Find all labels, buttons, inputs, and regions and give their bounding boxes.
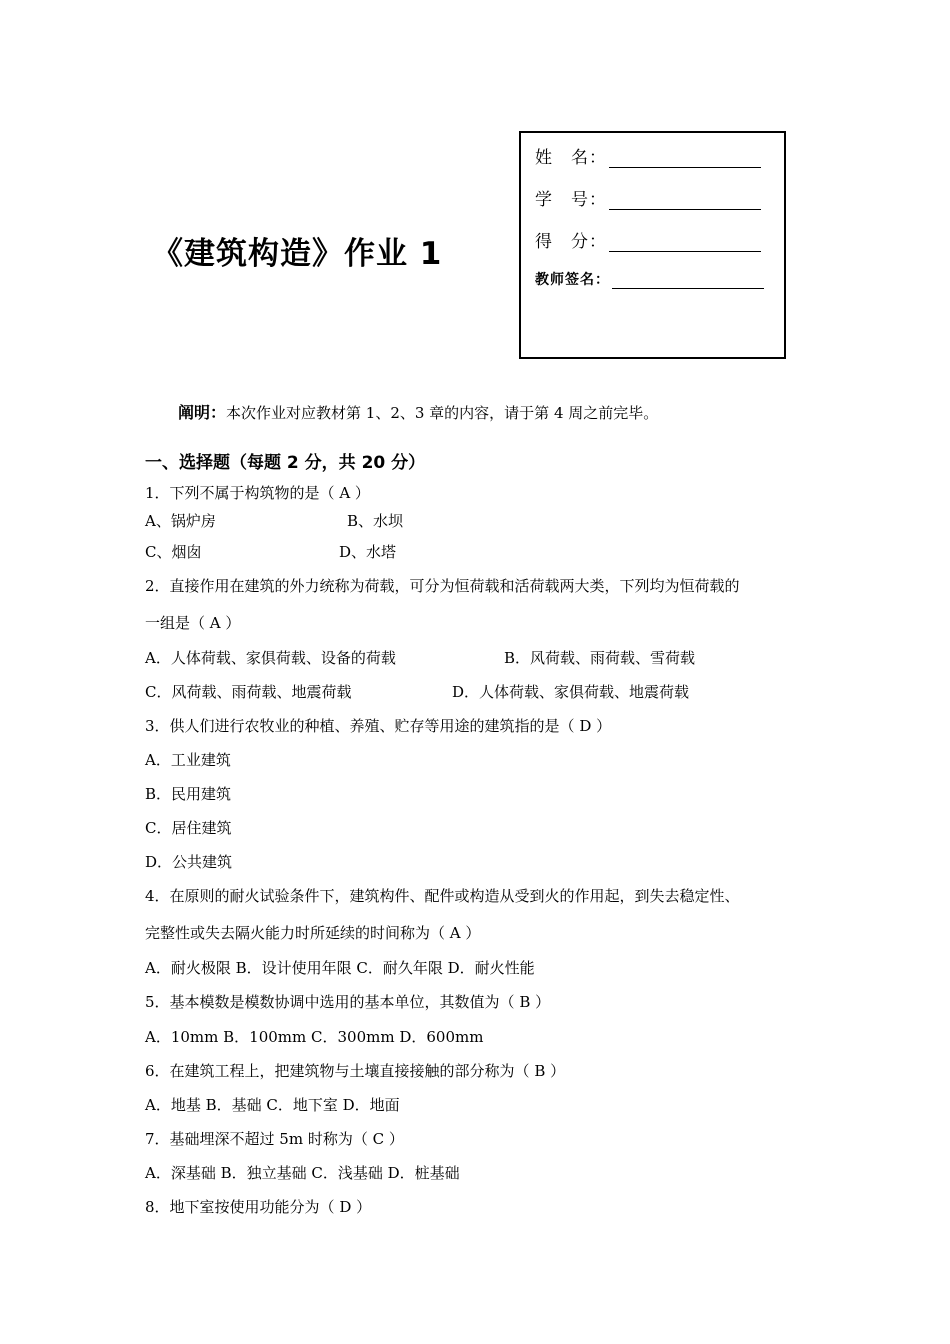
question-7: 7．基础埋深不超过 5m 时称为（ C ） bbox=[145, 1130, 404, 1148]
question-5-options: A．10mm B．100mm C．300mm D．600mm bbox=[145, 1028, 484, 1046]
note-text: 本次作业对应教材第 1、2、3 章的内容，请于第 4 周之前完毕。 bbox=[226, 404, 659, 422]
question-2-option-b: B．风荷载、雨荷载、雪荷载 bbox=[504, 649, 696, 667]
student-id-row bbox=[535, 185, 761, 210]
question-8: 8．地下室按使用功能分为（ D ） bbox=[145, 1198, 372, 1216]
question-3-option-b: B．民用建筑 bbox=[145, 785, 232, 803]
question-2-option-c: C．风荷载、雨荷载、地震荷载 bbox=[145, 683, 352, 701]
question-2-line-1: 2．直接作用在建筑的外力统称为荷载，可分为恒荷载和活荷载两大类，下列均为恒荷载的 bbox=[145, 577, 740, 595]
page-title: 《建筑构造》作业 1 bbox=[152, 236, 443, 272]
student-info-box bbox=[519, 131, 786, 359]
question-3: 3．供人们进行农牧业的种植、养殖、贮存等用途的建筑指的是（ D ） bbox=[145, 717, 612, 735]
note-label: 阐明： bbox=[178, 403, 227, 422]
question-7-options: A．深基础 B．独立基础 C．浅基础 D．桩基础 bbox=[145, 1164, 460, 1182]
score-row bbox=[535, 227, 761, 252]
question-3-option-a: A．工业建筑 bbox=[145, 751, 231, 769]
question-4-line-1: 4．在原则的耐火试验条件下，建筑构件、配件或构造从受到火的作用起，到失去稳定性、 bbox=[145, 887, 740, 905]
question-4-options: A．耐火极限 B．设计使用年限 C．耐久年限 D．耐火性能 bbox=[145, 959, 535, 977]
question-3-option-d: D．公共建筑 bbox=[145, 853, 233, 871]
question-3-option-c: C．居住建筑 bbox=[145, 819, 232, 837]
question-6: 6．在建筑工程上，把建筑物与土壤直接接触的部分称为（ B ） bbox=[145, 1062, 566, 1080]
question-2-option-d: D．人体荷载、家俱荷载、地震荷载 bbox=[452, 683, 690, 701]
name-label: 姓 名： bbox=[535, 148, 607, 168]
question-1: 1．下列不属于构筑物的是（ A ） bbox=[145, 484, 370, 502]
name-blank bbox=[609, 149, 761, 168]
instructions-note bbox=[178, 400, 658, 423]
question-1-option-b: B、水坝 bbox=[347, 512, 404, 530]
question-1-option-d: D、水塔 bbox=[339, 543, 397, 561]
score-blank bbox=[609, 233, 761, 252]
teacher-signature-row bbox=[535, 269, 764, 289]
question-6-options: A．地基 B．基础 C．地下室 D．地面 bbox=[145, 1096, 400, 1114]
teacher-signature-label: 教师签名： bbox=[535, 272, 610, 288]
student-id-label: 学 号： bbox=[535, 190, 607, 210]
question-2-line-2: 一组是（ A ） bbox=[145, 614, 241, 632]
section-heading: 一、选择题（每题 2 分，共 20 分） bbox=[145, 453, 426, 473]
student-id-blank bbox=[609, 191, 761, 210]
name-row bbox=[535, 143, 761, 168]
teacher-signature-blank bbox=[612, 270, 764, 289]
score-label: 得 分： bbox=[535, 232, 607, 252]
question-2-option-a: A．人体荷载、家俱荷载、设备的荷载 bbox=[145, 649, 396, 667]
question-5: 5．基本模数是模数协调中选用的基本单位，其数值为（ B ） bbox=[145, 993, 551, 1011]
question-1-option-a: A、锅炉房 bbox=[145, 512, 216, 530]
question-4-line-2: 完整性或失去隔火能力时所延续的时间称为（ A ） bbox=[145, 924, 481, 942]
question-1-option-c: C、烟囱 bbox=[145, 543, 202, 561]
